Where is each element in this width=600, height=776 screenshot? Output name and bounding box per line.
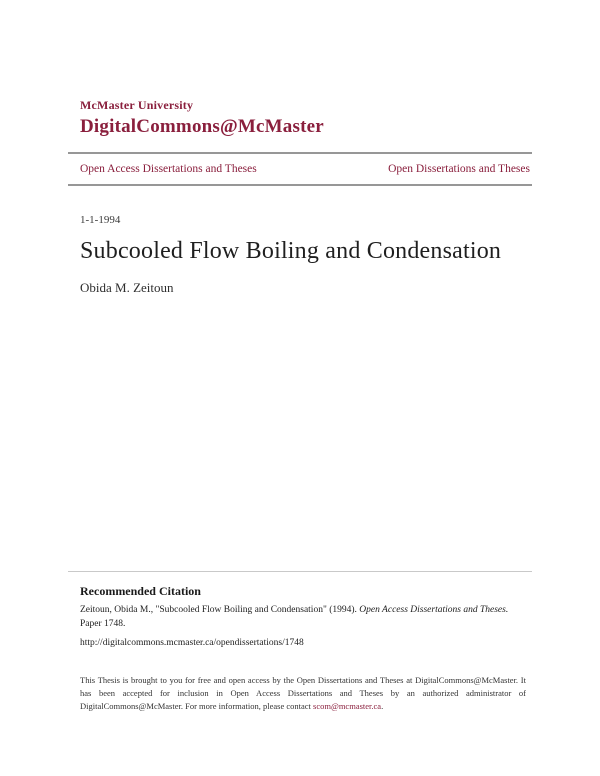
footer-notice-post: .: [381, 700, 384, 711]
citation-text-pre: Zeitoun, Obida M., "Subcooled Flow Boiling and Condensation" (1994).: [80, 605, 360, 615]
institution-name: McMaster University: [80, 98, 194, 112]
publication-date: 1-1-1994: [80, 214, 121, 226]
contact-email-link[interactable]: scom@mcmaster.ca: [313, 700, 382, 711]
site-header: [68, 0, 532, 138]
document-title: Subcooled Flow Boiling and Condensation: [80, 238, 502, 264]
collection-link-right[interactable]: Open Dissertations and Theses: [388, 163, 530, 175]
collection-nav: [68, 154, 532, 184]
citation-url-link[interactable]: http://digitalcommons.mcmaster.ca/opendissertations/1748: [80, 637, 304, 648]
header-divider-bottom: [68, 184, 532, 186]
collection-link-left[interactable]: Open Access Dissertations and Theses: [80, 163, 257, 175]
recommended-citation-heading: Recommended Citation: [80, 584, 201, 598]
citation-series-title: Open Access Dissertations and Theses.: [359, 605, 509, 615]
citation-footer-section: [68, 571, 532, 713]
footer-notice: [80, 674, 526, 714]
author-name[interactable]: Obida M. Zeitoun: [80, 280, 174, 295]
site-title[interactable]: DigitalCommons@McMaster: [80, 116, 324, 137]
citation-text-post: Paper 1748.: [80, 618, 126, 629]
page-content: [68, 0, 532, 711]
citation-text: [80, 604, 524, 632]
citation-divider: [68, 571, 532, 572]
footer-notice-pre: This Thesis is brought to you for free and open access by the Open Dissertations and Theses at DigitalCommons@McMaster. It has been accepted for inclusion in Open Access Dissertations and Theses by an authorized administrator of DigitalCommons@McMaster. For more information, please contact: [80, 674, 526, 711]
